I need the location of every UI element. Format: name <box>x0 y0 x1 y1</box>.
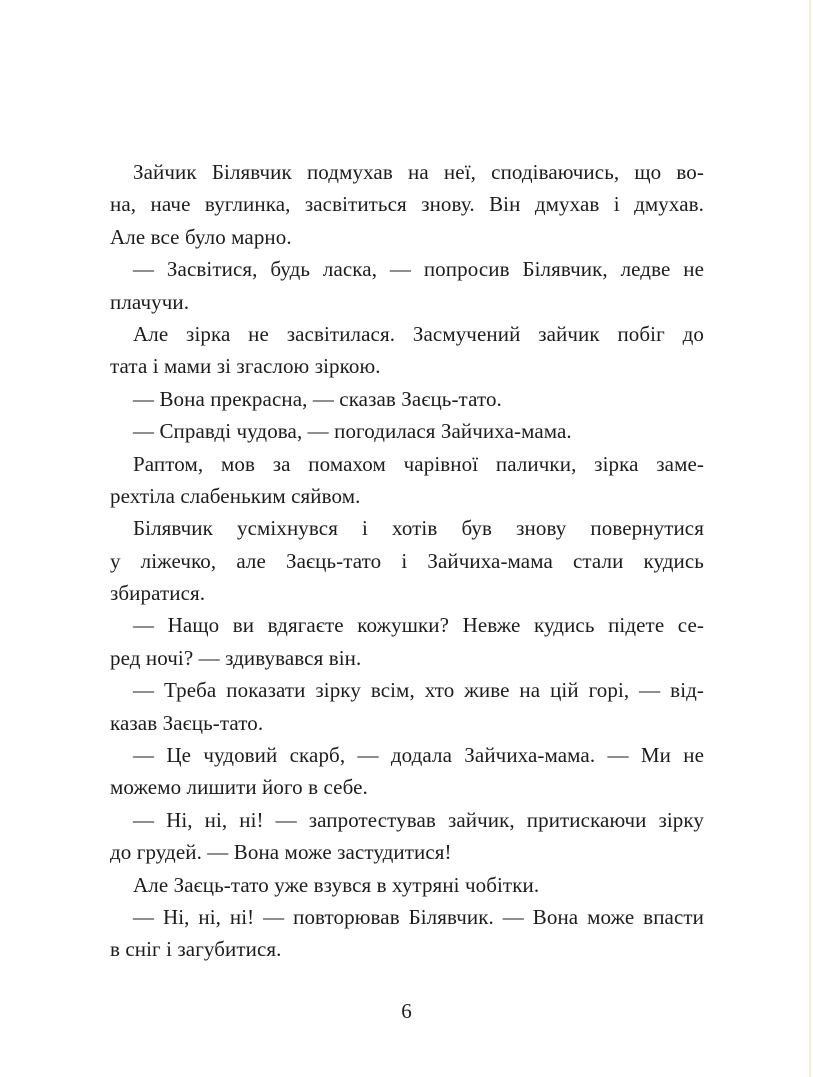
page-number: 6 <box>401 999 412 1023</box>
text-line: Зайчик Білявчик подмухав на неї, сподіваючись, що во- <box>133 160 704 184</box>
text-block <box>110 156 704 966</box>
paragraph <box>110 318 704 383</box>
paragraph <box>110 383 704 415</box>
text-line: ред ночі? — здивувався він. <box>110 645 362 670</box>
text-line: казав Заєць-тато. <box>110 710 264 735</box>
paragraph <box>110 674 704 739</box>
paragraph <box>110 156 704 253</box>
paragraph <box>110 869 704 901</box>
text-line: — Засвітися, будь ласка, — попросив Білявчик, ледве не <box>133 257 704 282</box>
paragraph <box>110 739 704 804</box>
text-line: тата і мами зі згаслою зіркою. <box>110 354 381 379</box>
text-line: плачучи. <box>110 289 190 314</box>
paragraph <box>110 512 704 609</box>
text-line: Раптом, мов за помахом чарівної палички, зірка заме- <box>133 451 704 476</box>
text-line: — Ні, ні, ні! — запротестував зайчик, притискаючи зірку <box>133 807 704 832</box>
paragraph <box>110 448 704 513</box>
text-line: у ліжечко, але Заєць-тато і Зайчиха-мама стали кудись <box>110 548 704 573</box>
text-line: — Треба показати зірку всім, хто живе на цій горі, — від- <box>133 678 704 703</box>
text-line: можемо лишити його в себе. <box>110 775 368 800</box>
text-line: — Це чудовий скарб, — додала Зайчиха-мама. — Ми не <box>133 743 704 768</box>
text-line: Але все було марно. <box>110 224 292 249</box>
paragraph <box>110 609 704 674</box>
text-line: — Вона прекрасна, — сказав Заєць-тато. <box>133 386 502 411</box>
paragraph <box>110 253 704 318</box>
text-line: Білявчик усміхнувся і хотів був знову повернутися <box>133 516 704 541</box>
text-line: збиратися. <box>110 581 206 606</box>
text-line: на, наче вуглинка, засвітиться знову. Він дмухав і дмухав. <box>110 192 704 217</box>
text-line: — Ні, ні, ні! — повторював Білявчик. — Вона може впасти <box>133 904 704 929</box>
text-line: Але Заєць-тато уже взувся в хутряні чобітки. <box>133 872 540 897</box>
text-line: рехтіла слабеньким сяйвом. <box>110 483 361 508</box>
paragraph <box>110 415 704 447</box>
text-line: — Справді чудова, — погодилася Зайчиха-мама. <box>133 419 572 444</box>
text-line: — Нащо ви вдягаєте кожушки? Невже кудись підете се- <box>133 613 704 638</box>
paragraph <box>110 901 704 966</box>
text-line: Але зірка не засвітилася. Засмучений зайчик побіг до <box>133 321 704 346</box>
text-line: в сніг і загубитися. <box>110 937 282 962</box>
text-line: до грудей. — Вона може застудитися! <box>110 840 452 865</box>
paragraph <box>110 804 704 869</box>
page-edge-artifact <box>809 0 811 1077</box>
